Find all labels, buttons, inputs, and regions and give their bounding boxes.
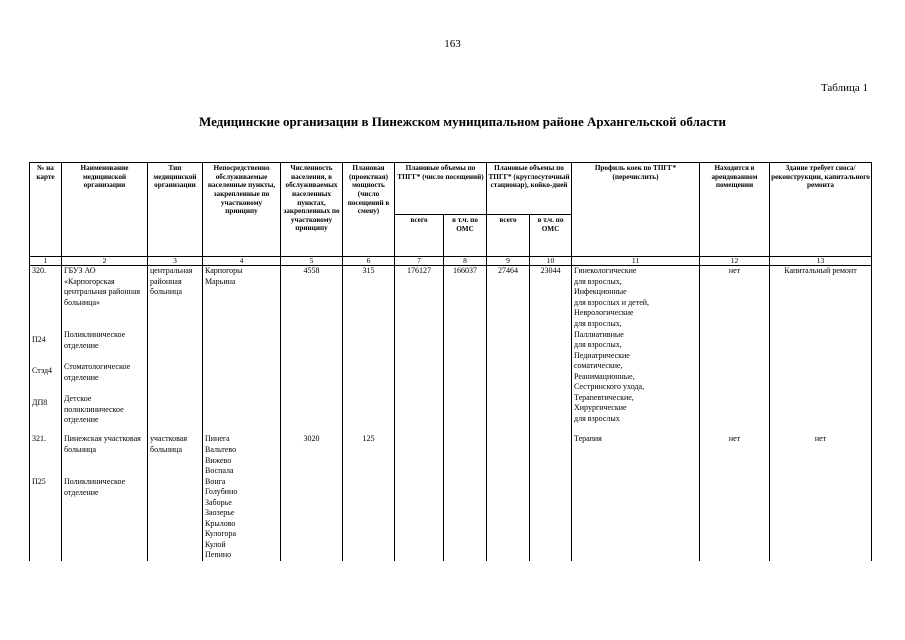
table-row <box>30 266 872 435</box>
visits-oms: 166037 <box>444 266 487 435</box>
beds-total <box>487 434 530 561</box>
settlement: Пинега <box>205 434 230 444</box>
org-type: центральная районная больница <box>148 266 203 435</box>
sub-number: П24 <box>32 334 46 344</box>
column-number: 4 <box>203 257 281 266</box>
capacity: 125 <box>343 434 395 561</box>
column-number: 7 <box>395 257 444 266</box>
beds-total: 27464 <box>487 266 530 435</box>
row-num-cell <box>30 266 62 435</box>
bed-profile-line: Реанимационные, <box>574 371 635 381</box>
sub-number: П25 <box>32 477 46 486</box>
sub-name: Поликлиническое отделение <box>64 330 126 350</box>
header-col-6: Плановая (проектная) мощность (число посещений в смену) <box>343 163 395 257</box>
header-col-1: № на карте <box>30 163 62 257</box>
sub-number: Стэд4 <box>32 366 53 376</box>
settlement: Воспала <box>205 466 234 476</box>
settlement: Пепино <box>205 550 232 560</box>
settlement: Марьина <box>205 276 236 286</box>
bed-profile: Терапия <box>572 434 700 561</box>
bed-profile-line: Хирургические <box>574 403 627 413</box>
column-number: 2 <box>62 257 148 266</box>
header-visits-total: всего <box>395 215 444 257</box>
settlement: Кулой <box>205 539 226 549</box>
table-label: Таблица 1 <box>820 82 868 94</box>
settlement: Вижево <box>205 455 232 465</box>
column-number: 5 <box>281 257 343 266</box>
bed-profile-line: Паллиативные <box>574 329 624 339</box>
bed-profile-line: для взрослых, <box>574 340 622 350</box>
settlements-cell <box>203 266 281 435</box>
sub-name: Поликлиническое отделение <box>64 477 126 497</box>
sub-name: Детское поликлиническое отделение <box>64 394 124 425</box>
page-title: Медицинские организации в Пинежском муниципальном районе Архангельской области <box>198 114 727 129</box>
settlement: Вальтево <box>205 445 237 454</box>
column-number: 3 <box>148 257 203 266</box>
visits-total <box>395 434 444 561</box>
header-col-3: Тип медицинской организации <box>148 163 203 257</box>
settlement: Голубино <box>205 487 238 497</box>
row-number: 320. <box>32 266 46 276</box>
medical-organizations-table <box>29 162 872 561</box>
bed-profile-line: для взрослых, <box>574 276 622 286</box>
column-number: 6 <box>343 257 395 266</box>
bed-profile-line: для взрослых <box>574 413 620 423</box>
column-number: 9 <box>487 257 530 266</box>
column-number: 8 <box>444 257 487 266</box>
org-name-cell <box>62 434 148 561</box>
population: 3020 <box>281 434 343 561</box>
table-row <box>30 434 872 561</box>
bed-profile-line: Гинекологические <box>574 266 637 276</box>
org-name: ГБУЗ АО «Карпогорская центральная районная больница» <box>64 266 141 307</box>
bed-profile-line: для взрослых, <box>574 318 622 328</box>
column-number: 11 <box>572 257 700 266</box>
header-beds: Плановые объемы по ТПГГ* (круглосуточный стационар), койко-дней <box>487 163 572 215</box>
settlement: Карпогоры <box>205 266 243 276</box>
column-number: 10 <box>530 257 572 266</box>
settlement: Крылово <box>205 518 236 528</box>
page-number: 163 <box>444 38 461 50</box>
column-number: 13 <box>770 257 872 266</box>
sub-name: Стоматологическое отделение <box>64 362 131 382</box>
header-col-13: Здание требует сноса/ реконструкции, капитального ремонта <box>770 163 872 257</box>
header-visits-oms: в т.ч. по ОМС <box>444 215 487 257</box>
settlement: Вонга <box>205 476 226 486</box>
column-number: 12 <box>700 257 770 266</box>
bed-profile-line: соматические, <box>574 361 623 371</box>
sub-number: ДП8 <box>32 397 48 407</box>
visits-oms <box>444 434 487 561</box>
header-visits: Плановые объемы по ТПГГ* (число посещений) <box>395 163 487 215</box>
row-num-cell <box>30 434 62 561</box>
capacity: 315 <box>343 266 395 435</box>
settlement: Заборье <box>205 497 232 507</box>
population: 4558 <box>281 266 343 435</box>
header-col-2: Наименование медицинской организации <box>62 163 148 257</box>
header-beds-total: всего <box>487 215 530 257</box>
bed-profile-line: для взрослых и детей, <box>574 297 650 307</box>
repair-status: нет <box>770 434 872 561</box>
header-beds-oms: в т.ч. по ОМС <box>530 215 572 257</box>
rented: нет <box>700 266 770 435</box>
header-col-11: Профиль коек по ТПГГ* (перечислить) <box>572 163 700 257</box>
org-name-cell <box>62 266 148 435</box>
settlements-cell <box>203 434 281 561</box>
bed-profile-line: Инфекционные <box>574 287 627 297</box>
settlement: Заозерье <box>205 508 235 518</box>
rented: нет <box>700 434 770 561</box>
repair-status: Капитальный ремонт <box>770 266 872 435</box>
org-type: участковая больница <box>148 434 203 561</box>
visits-total: 176127 <box>395 266 444 435</box>
header-col-5: Численность населения, в обслуживаемых населенных пунктах, закрепленных по участковому принципу <box>281 163 343 257</box>
bed-profile-line: Неврологические <box>574 308 634 318</box>
bed-profile-line: Педиатрические <box>574 350 630 360</box>
column-numbers-row <box>30 257 872 266</box>
column-number: 1 <box>30 257 62 266</box>
org-name: Пинежская участковая больница <box>64 434 141 454</box>
bed-profile-cell <box>572 266 700 435</box>
bed-profile-line: Сестринского ухода, <box>574 382 645 392</box>
header-col-4: Непосредственно обслуживаемые населенные пункты, закрепленные по участковому принципу <box>203 163 281 257</box>
row-number: 321. <box>32 434 46 444</box>
settlement: Кулогора <box>205 529 237 539</box>
beds-oms <box>530 434 572 561</box>
header-col-12: Находится в арендованном помещении <box>700 163 770 257</box>
beds-oms: 23044 <box>530 266 572 435</box>
bed-profile-line: Терапевтические, <box>574 392 634 402</box>
